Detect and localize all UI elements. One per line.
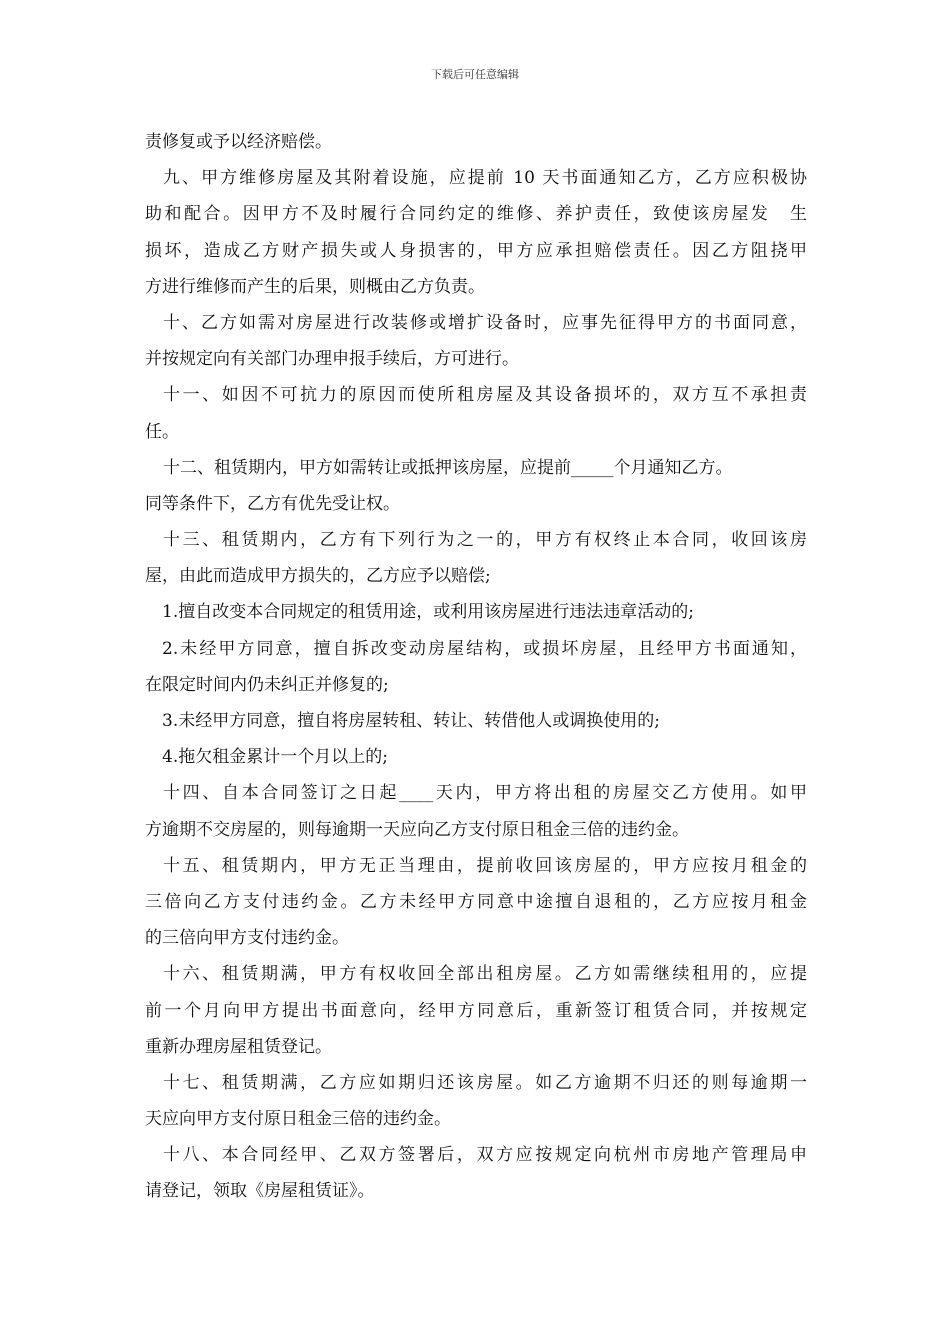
sub-item-line: 2.未经甲方同意，擅自拆改变动房屋结构，或损坏房屋，且经甲方书面通知， bbox=[162, 638, 807, 659]
sub-item-line: 4.拖欠租金累计一个月以上的; bbox=[162, 747, 388, 768]
page-header: 下载后可任意编辑 bbox=[431, 68, 519, 81]
clause-16-line: 十六、租赁期满，甲方有权收回全部出租房屋。乙方如需继续租用的，应提 bbox=[163, 964, 807, 985]
clause-10-line: 十、乙方如需对房屋进行改装修或增扩设备时，应事先征得甲方的书面同意， bbox=[163, 312, 807, 333]
clause-15-line: 的三倍向甲方支付违约金。 bbox=[145, 928, 349, 949]
sub-item-line: 3.未经甲方同意，擅自将房屋转租、转让、转借他人或调换使用的; bbox=[162, 711, 660, 731]
clause-11-line: 十一、如因不可抗力的原因而使所租房屋及其设备损坏的，双方互不承担责 bbox=[163, 385, 807, 406]
clause-11-line: 任。 bbox=[145, 421, 179, 442]
sub-item-line: 在限定时间内仍未纠正并修复的; bbox=[145, 674, 389, 695]
sub-item-line: 1.擅自改变本合同规定的租赁用途，或利用该房屋进行违法违章活动的; bbox=[162, 602, 694, 623]
clause-13-line: 十三、租赁期内，乙方有下列行为之一的，甲方有权终止本合同，收回该房 bbox=[163, 530, 807, 551]
clause-10-line: 并按规定向有关部门办理申报手续后，方可进行。 bbox=[145, 349, 519, 370]
clause-16-line: 前一个月向甲方提出书面意向，经甲方同意后，重新签订租赁合同，并按规定 bbox=[145, 1000, 807, 1021]
document-body bbox=[145, 124, 807, 1210]
clause-14-line: 方逾期不交房屋的，则每逾期一天应向乙方支付原日租金三倍的违约金。 bbox=[145, 819, 689, 840]
clause-15-line: 十五、租赁期内，甲方无正当理由，提前收回该房屋的，甲方应按月租金的 bbox=[163, 855, 807, 876]
clause-9-line: 九、甲方维修房屋及其附着设施，应提前 10 天书面通知乙方，乙方应积极协 bbox=[163, 168, 807, 189]
clause-15-line: 三倍向乙方支付违约金。乙方未经甲方同意中途擅自退租的，乙方应按月租金 bbox=[145, 891, 807, 912]
clause-16-line: 重新办理房屋租赁登记。 bbox=[145, 1036, 332, 1057]
clause-12-line: 十二、租赁期内，甲方如需转让或抵押该房屋，应提前_____个月通知乙方。 bbox=[163, 457, 733, 478]
clause-9-line: 助和配合。因甲方不及时履行合同约定的维修、养护责任，致使该房屋发 生 bbox=[145, 204, 807, 225]
text-line: 责修复或予以经济赔偿。 bbox=[145, 132, 332, 152]
clause-9-line: 方进行维修而产生的后果，则概由乙方负责。 bbox=[145, 276, 485, 297]
clause-14-line: 十四、自本合同签订之日起____天内，甲方将出租的房屋交乙方使用。如甲 bbox=[163, 783, 807, 804]
clause-18-line: 请登记，领取《房屋租赁证》。 bbox=[145, 1181, 375, 1202]
clause-17-line: 天应向甲方支付原日租金三倍的违约金。 bbox=[145, 1109, 451, 1130]
clause-12-line: 同等条件下，乙方有优先受让权。 bbox=[145, 493, 400, 514]
clause-17-line: 十七、租赁期满，乙方应如期归还该房屋。如乙方逾期不归还的则每逾期一 bbox=[163, 1072, 807, 1093]
clause-9-line: 损坏，造成乙方财产损失或人身损害的，甲方应承担赔偿责任。因乙方阻挠甲 bbox=[145, 240, 807, 261]
clause-13-line: 屋，由此而造成甲方损失的，乙方应予以赔偿; bbox=[145, 566, 491, 587]
clause-18-line: 十八、本合同经甲、乙双方签署后，双方应按规定向杭州市房地产管理局申 bbox=[163, 1145, 807, 1166]
